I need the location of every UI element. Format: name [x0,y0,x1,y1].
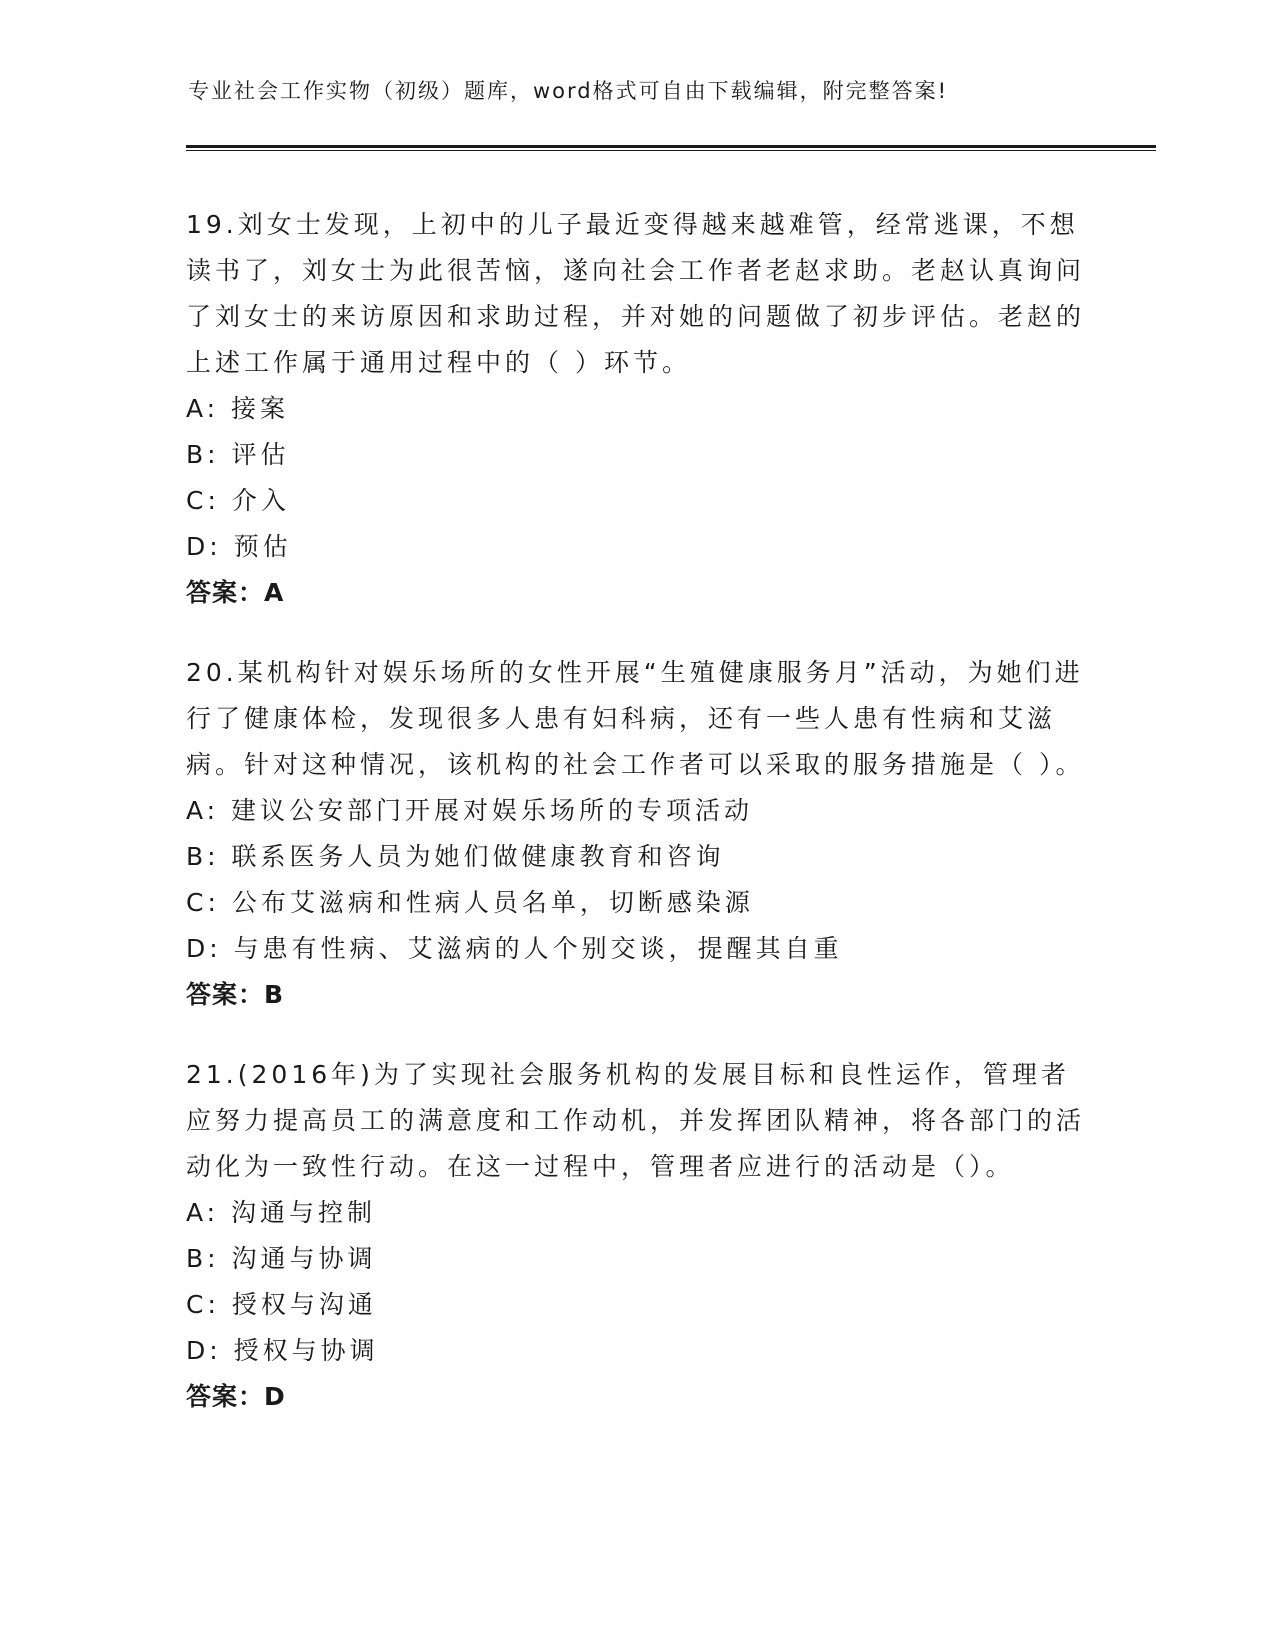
option-b: B: 联系医务人员为她们做健康教育和咨询 [186,842,725,871]
option-b: B: 评估 [186,440,290,469]
question-text: 19.刘女士发现，上初中的儿子最近变得越来越难管，经常逃课，不想读书了，刘女士为此很苦恼，遂向社会工作者老赵求助。老赵认真询问了刘女士的来访原因和求助过程，并对她的问题做了初步评估。老赵的上述工作属于通用过程中的（ ）环节。 [186,210,1086,377]
question-21 [186,1052,1086,1420]
header-divider-thick [186,145,1156,148]
answer: 答案：B [186,980,285,1009]
option-a: A: 接案 [186,394,290,423]
option-c: C: 公布艾滋病和性病人员名单，切断感染源 [186,888,754,917]
page-header: 专业社会工作实物（初级）题库，word格式可自由下载编辑，附完整答案! [188,79,949,103]
header-divider-thin [186,150,1156,151]
question-20 [186,650,1086,1018]
option-d: D: 预估 [186,532,292,561]
option-d: D: 授权与协调 [186,1336,379,1365]
option-b: B: 沟通与协调 [186,1244,377,1273]
question-list [186,202,1086,1454]
question-text: 20.某机构针对娱乐场所的女性开展“生殖健康服务月”活动，为她们进行了健康体检，发现很多人患有妇科病，还有一些人患有性病和艾滋病。针对这种情况，该机构的社会工作者可以采取的服务措施是（ ）。 [186,658,1085,779]
answer: 答案：D [186,1382,286,1411]
option-a: A: 建议公安部门开展对娱乐场所的专项活动 [186,796,754,825]
question-text: 21.(2016年)为了实现社会服务机构的发展目标和良性运作，管理者应努力提高员工的满意度和工作动机，并发挥团队精神，将各部门的活动化为一致性行动。在这一过程中，管理者应进行的活动是（）。 [186,1060,1086,1181]
option-c: C: 介入 [186,486,290,515]
question-19 [186,202,1086,616]
answer: 答案：A [186,578,285,607]
option-d: D: 与患有性病、艾滋病的人个别交谈，提醒其自重 [186,934,843,963]
option-c: C: 授权与沟通 [186,1290,377,1319]
option-a: A: 沟通与控制 [186,1198,377,1227]
